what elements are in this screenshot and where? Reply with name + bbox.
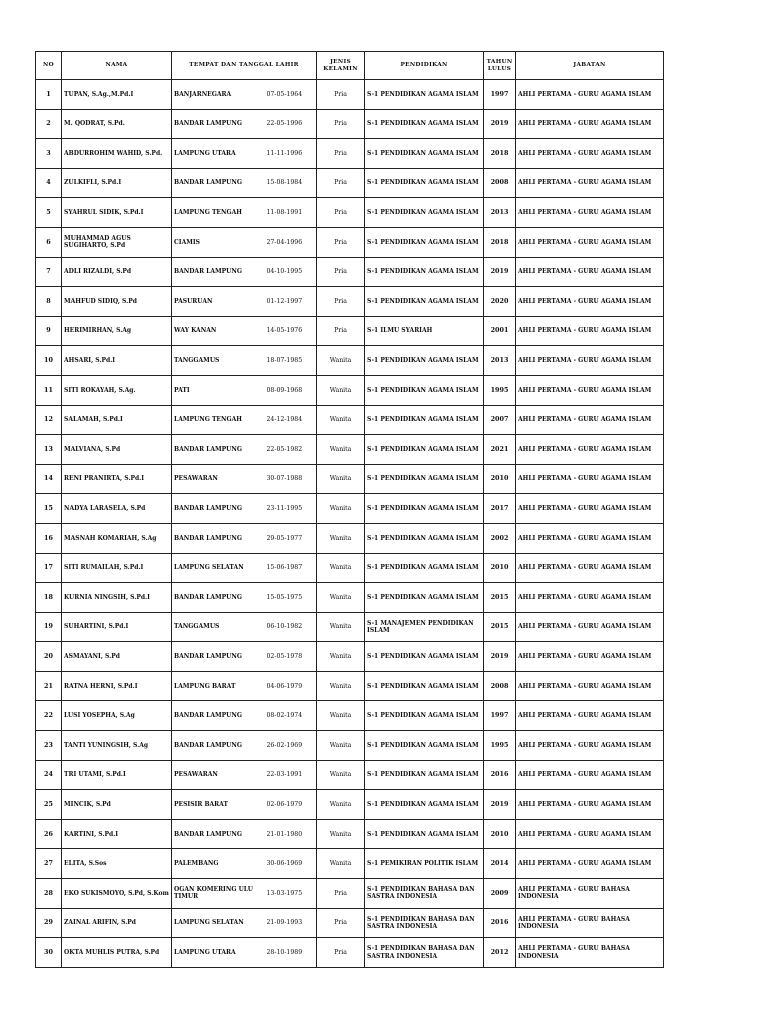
cell-tahun-lulus: 2019 [484, 257, 516, 287]
cell-nama: TUPAN, S.Ag.,M.Pd.I [62, 80, 172, 110]
cell-tempat-lahir: BANDAR LAMPUNG [172, 583, 267, 613]
cell-tanggal-lahir: 02-06-1979 [267, 790, 317, 820]
cell-jabatan: AHLI PERTAMA - GURU AGAMA ISLAM [516, 227, 664, 257]
cell-jabatan: AHLI PERTAMA - GURU AGAMA ISLAM [516, 346, 664, 376]
cell-jabatan: AHLI PERTAMA - GURU AGAMA ISLAM [516, 287, 664, 317]
cell-no: 13 [36, 435, 62, 465]
table-row [36, 642, 664, 672]
cell-pendidikan: S-1 PENDIDIKAN AGAMA ISLAM [365, 227, 484, 257]
cell-tanggal-lahir: 14-05-1976 [267, 316, 317, 346]
table-row [36, 494, 664, 524]
cell-tahun-lulus: 2016 [484, 760, 516, 790]
cell-no: 11 [36, 375, 62, 405]
cell-jabatan: AHLI PERTAMA - GURU AGAMA ISLAM [516, 523, 664, 553]
cell-jabatan: AHLI PERTAMA - GURU AGAMA ISLAM [516, 316, 664, 346]
cell-tahun-lulus: 1997 [484, 80, 516, 110]
cell-jenis-kelamin: Pria [317, 316, 365, 346]
cell-nama: MINCIK, S.Pd [62, 790, 172, 820]
table-row [36, 731, 664, 761]
cell-tanggal-lahir: 06-10-1982 [267, 612, 317, 642]
cell-jenis-kelamin: Wanita [317, 464, 365, 494]
table-header-row [36, 52, 664, 80]
cell-no: 10 [36, 346, 62, 376]
cell-pendidikan: S-1 PEMIKIRAN POLITIK ISLAM [365, 849, 484, 879]
table-row [36, 139, 664, 169]
cell-tahun-lulus: 2019 [484, 642, 516, 672]
cell-tanggal-lahir: 02-05-1978 [267, 642, 317, 672]
cell-tanggal-lahir: 07-05-1964 [267, 80, 317, 110]
cell-jabatan: AHLI PERTAMA - GURU AGAMA ISLAM [516, 494, 664, 524]
cell-jabatan: AHLI PERTAMA - GURU AGAMA ISLAM [516, 642, 664, 672]
cell-nama: EKO SUKISMOYO, S.Pd, S.Kom [62, 879, 172, 909]
cell-no: 25 [36, 790, 62, 820]
cell-jenis-kelamin: Pria [317, 80, 365, 110]
cell-tanggal-lahir: 08-09-1968 [267, 375, 317, 405]
cell-jabatan: AHLI PERTAMA - GURU AGAMA ISLAM [516, 701, 664, 731]
cell-tanggal-lahir: 15-08-1984 [267, 168, 317, 198]
cell-tanggal-lahir: 27-04-1996 [267, 227, 317, 257]
cell-jenis-kelamin: Wanita [317, 671, 365, 701]
cell-pendidikan: S-1 PENDIDIKAN AGAMA ISLAM [365, 168, 484, 198]
header-no: NO [36, 52, 62, 80]
cell-pendidikan: S-1 PENDIDIKAN BAHASA DAN SASTRA INDONESIA [365, 938, 484, 968]
cell-tahun-lulus: 2013 [484, 198, 516, 228]
cell-no: 28 [36, 879, 62, 909]
cell-nama: SITI RUMAILAH, S.Pd.I [62, 553, 172, 583]
cell-tahun-lulus: 2018 [484, 139, 516, 169]
cell-pendidikan: S-1 PENDIDIKAN AGAMA ISLAM [365, 760, 484, 790]
cell-no: 19 [36, 612, 62, 642]
cell-tempat-lahir: PESISIR BARAT [172, 790, 267, 820]
cell-jenis-kelamin: Wanita [317, 494, 365, 524]
cell-tanggal-lahir: 08-02-1974 [267, 701, 317, 731]
cell-pendidikan: S-1 PENDIDIKAN AGAMA ISLAM [365, 109, 484, 139]
cell-jabatan: AHLI PERTAMA - GURU AGAMA ISLAM [516, 671, 664, 701]
table-row [36, 109, 664, 139]
cell-jabatan: AHLI PERTAMA - GURU AGAMA ISLAM [516, 257, 664, 287]
header-pendidikan: PENDIDIKAN [365, 52, 484, 80]
cell-nama: NADYA LARASELA, S.Pd [62, 494, 172, 524]
cell-jenis-kelamin: Pria [317, 879, 365, 909]
cell-tempat-lahir: LAMPUNG UTARA [172, 139, 267, 169]
cell-pendidikan: S-1 PENDIDIKAN AGAMA ISLAM [365, 523, 484, 553]
cell-tahun-lulus: 2009 [484, 879, 516, 909]
cell-tahun-lulus: 2019 [484, 790, 516, 820]
cell-jenis-kelamin: Pria [317, 938, 365, 968]
cell-no: 22 [36, 701, 62, 731]
cell-nama: SALAMAH, S.Pd.I [62, 405, 172, 435]
cell-no: 21 [36, 671, 62, 701]
cell-tahun-lulus: 2021 [484, 435, 516, 465]
cell-jabatan: AHLI PERTAMA - GURU AGAMA ISLAM [516, 583, 664, 613]
cell-tempat-lahir: PASURUAN [172, 287, 267, 317]
cell-jenis-kelamin: Pria [317, 139, 365, 169]
cell-nama: LUSI YOSEPHA, S.Ag [62, 701, 172, 731]
cell-tempat-lahir: LAMPUNG UTARA [172, 938, 267, 968]
table-row [36, 612, 664, 642]
cell-pendidikan: S-1 PENDIDIKAN AGAMA ISLAM [365, 642, 484, 672]
cell-jabatan: AHLI PERTAMA - GURU AGAMA ISLAM [516, 464, 664, 494]
cell-no: 16 [36, 523, 62, 553]
cell-jenis-kelamin: Wanita [317, 346, 365, 376]
cell-nama: ASMAYANI, S.Pd [62, 642, 172, 672]
cell-pendidikan: S-1 MANAJEMEN PENDIDIKAN ISLAM [365, 612, 484, 642]
cell-tempat-lahir: TANGGAMUS [172, 612, 267, 642]
cell-pendidikan: S-1 PENDIDIKAN AGAMA ISLAM [365, 671, 484, 701]
cell-jenis-kelamin: Pria [317, 109, 365, 139]
cell-no: 8 [36, 287, 62, 317]
cell-pendidikan: S-1 PENDIDIKAN AGAMA ISLAM [365, 435, 484, 465]
cell-tanggal-lahir: 23-11-1995 [267, 494, 317, 524]
cell-tahun-lulus: 2008 [484, 168, 516, 198]
cell-tempat-lahir: PALEMBANG [172, 849, 267, 879]
cell-tanggal-lahir: 30-06-1969 [267, 849, 317, 879]
table-row [36, 938, 664, 968]
table-row [36, 198, 664, 228]
cell-tempat-lahir: BANDAR LAMPUNG [172, 494, 267, 524]
cell-jenis-kelamin: Wanita [317, 701, 365, 731]
cell-jabatan: AHLI PERTAMA - GURU AGAMA ISLAM [516, 139, 664, 169]
cell-jenis-kelamin: Wanita [317, 553, 365, 583]
cell-no: 12 [36, 405, 62, 435]
cell-tanggal-lahir: 13-03-1975 [267, 879, 317, 909]
cell-jenis-kelamin: Pria [317, 168, 365, 198]
cell-tempat-lahir: LAMPUNG SELATAN [172, 908, 267, 938]
table-row [36, 80, 664, 110]
cell-tahun-lulus: 2014 [484, 849, 516, 879]
cell-pendidikan: S-1 PENDIDIKAN AGAMA ISLAM [365, 731, 484, 761]
cell-tanggal-lahir: 21-01-1980 [267, 819, 317, 849]
cell-tanggal-lahir: 21-09-1993 [267, 908, 317, 938]
cell-tahun-lulus: 1997 [484, 701, 516, 731]
cell-jenis-kelamin: Pria [317, 257, 365, 287]
cell-jenis-kelamin: Wanita [317, 849, 365, 879]
table-row [36, 287, 664, 317]
cell-tahun-lulus: 2008 [484, 671, 516, 701]
cell-jenis-kelamin: Wanita [317, 642, 365, 672]
table-row [36, 523, 664, 553]
table-row [36, 346, 664, 376]
employee-table [35, 51, 664, 968]
cell-no: 2 [36, 109, 62, 139]
cell-tahun-lulus: 2010 [484, 553, 516, 583]
cell-tahun-lulus: 2010 [484, 464, 516, 494]
cell-nama: MUHAMMAD AGUS SUGIHARTO, S.Pd [62, 227, 172, 257]
cell-tanggal-lahir: 15-05-1975 [267, 583, 317, 613]
cell-jabatan: AHLI PERTAMA - GURU AGAMA ISLAM [516, 612, 664, 642]
cell-tempat-lahir: BANDAR LAMPUNG [172, 109, 267, 139]
cell-tahun-lulus: 2001 [484, 316, 516, 346]
cell-no: 15 [36, 494, 62, 524]
table-row [36, 375, 664, 405]
table-body [36, 80, 664, 968]
cell-pendidikan: S-1 PENDIDIKAN AGAMA ISLAM [365, 583, 484, 613]
cell-jenis-kelamin: Wanita [317, 790, 365, 820]
cell-no: 4 [36, 168, 62, 198]
cell-pendidikan: S-1 PENDIDIKAN AGAMA ISLAM [365, 701, 484, 731]
cell-tempat-lahir: PESAWARAN [172, 760, 267, 790]
cell-nama: MASNAH KOMARIAH, S.Ag [62, 523, 172, 553]
cell-no: 6 [36, 227, 62, 257]
cell-jenis-kelamin: Wanita [317, 435, 365, 465]
cell-no: 18 [36, 583, 62, 613]
cell-tempat-lahir: LAMPUNG BARAT [172, 671, 267, 701]
cell-no: 23 [36, 731, 62, 761]
cell-nama: ZAINAL ARIFIN, S.Pd [62, 908, 172, 938]
cell-tahun-lulus: 2020 [484, 287, 516, 317]
cell-tempat-lahir: BANDAR LAMPUNG [172, 523, 267, 553]
cell-pendidikan: S-1 PENDIDIKAN AGAMA ISLAM [365, 790, 484, 820]
cell-pendidikan: S-1 PENDIDIKAN AGAMA ISLAM [365, 198, 484, 228]
cell-pendidikan: S-1 PENDIDIKAN AGAMA ISLAM [365, 494, 484, 524]
cell-nama: RATNA HERNI, S.Pd.I [62, 671, 172, 701]
cell-tanggal-lahir: 22-03-1991 [267, 760, 317, 790]
cell-jabatan: AHLI PERTAMA - GURU AGAMA ISLAM [516, 553, 664, 583]
cell-tahun-lulus: 2018 [484, 227, 516, 257]
table-row [36, 257, 664, 287]
cell-jenis-kelamin: Wanita [317, 731, 365, 761]
cell-pendidikan: S-1 PENDIDIKAN AGAMA ISLAM [365, 346, 484, 376]
document-page [35, 51, 663, 968]
cell-pendidikan: S-1 PENDIDIKAN AGAMA ISLAM [365, 464, 484, 494]
cell-tempat-lahir: OGAN KOMERING ULU TIMUR [172, 879, 267, 909]
cell-jabatan: AHLI PERTAMA - GURU BAHASA INDONESIA [516, 879, 664, 909]
cell-pendidikan: S-1 PENDIDIKAN AGAMA ISLAM [365, 257, 484, 287]
table-row [36, 405, 664, 435]
cell-jabatan: AHLI PERTAMA - GURU AGAMA ISLAM [516, 731, 664, 761]
cell-tanggal-lahir: 26-02-1969 [267, 731, 317, 761]
cell-nama: RENI PRANIRTA, S.Pd.I [62, 464, 172, 494]
cell-jenis-kelamin: Pria [317, 908, 365, 938]
cell-tempat-lahir: TANGGAMUS [172, 346, 267, 376]
table-row [36, 760, 664, 790]
cell-no: 24 [36, 760, 62, 790]
cell-tahun-lulus: 2015 [484, 612, 516, 642]
cell-pendidikan: S-1 PENDIDIKAN BAHASA DAN SASTRA INDONESIA [365, 908, 484, 938]
cell-tempat-lahir: WAY KANAN [172, 316, 267, 346]
cell-pendidikan: S-1 PENDIDIKAN AGAMA ISLAM [365, 80, 484, 110]
cell-jabatan: AHLI PERTAMA - GURU AGAMA ISLAM [516, 435, 664, 465]
table-row [36, 671, 664, 701]
cell-nama: MALVIANA, S.Pd [62, 435, 172, 465]
cell-nama: HERIMIRHAN, S.Ag [62, 316, 172, 346]
table-row [36, 435, 664, 465]
table-row [36, 168, 664, 198]
cell-tahun-lulus: 2007 [484, 405, 516, 435]
table-row [36, 583, 664, 613]
cell-jabatan: AHLI PERTAMA - GURU AGAMA ISLAM [516, 109, 664, 139]
cell-tahun-lulus: 1995 [484, 375, 516, 405]
cell-tanggal-lahir: 04-06-1979 [267, 671, 317, 701]
cell-nama: SITI ROKAYAH, S.Ag. [62, 375, 172, 405]
cell-nama: SUHARTINI, S.Pd.I [62, 612, 172, 642]
cell-tanggal-lahir: 29-05-1977 [267, 523, 317, 553]
cell-nama: OKTA MUHLIS PUTRA, S.Pd [62, 938, 172, 968]
cell-pendidikan: S-1 PENDIDIKAN AGAMA ISLAM [365, 819, 484, 849]
cell-tahun-lulus: 2010 [484, 819, 516, 849]
cell-no: 3 [36, 139, 62, 169]
cell-no: 29 [36, 908, 62, 938]
cell-tanggal-lahir: 24-12-1984 [267, 405, 317, 435]
cell-nama: ABDURROHIM WAHID, S.Pd. [62, 139, 172, 169]
cell-jabatan: AHLI PERTAMA - GURU BAHASA INDONESIA [516, 938, 664, 968]
cell-tanggal-lahir: 30-07-1988 [267, 464, 317, 494]
table-row [36, 316, 664, 346]
table-row [36, 701, 664, 731]
cell-pendidikan: S-1 PENDIDIKAN AGAMA ISLAM [365, 139, 484, 169]
cell-tanggal-lahir: 28-10-1989 [267, 938, 317, 968]
cell-tanggal-lahir: 18-07-1985 [267, 346, 317, 376]
cell-pendidikan: S-1 PENDIDIKAN AGAMA ISLAM [365, 405, 484, 435]
table-row [36, 849, 664, 879]
cell-tanggal-lahir: 22-05-1996 [267, 109, 317, 139]
header-tempat-tanggal-lahir: TEMPAT DAN TANGGAL LAHIR [172, 52, 317, 80]
cell-nama: AHSARI, S.Pd.I [62, 346, 172, 376]
cell-jabatan: AHLI PERTAMA - GURU BAHASA INDONESIA [516, 908, 664, 938]
cell-no: 9 [36, 316, 62, 346]
table-row [36, 790, 664, 820]
cell-tahun-lulus: 2017 [484, 494, 516, 524]
cell-jabatan: AHLI PERTAMA - GURU AGAMA ISLAM [516, 819, 664, 849]
cell-tanggal-lahir: 11-08-1991 [267, 198, 317, 228]
cell-nama: ZULKIFLI, S.Pd.I [62, 168, 172, 198]
cell-jabatan: AHLI PERTAMA - GURU AGAMA ISLAM [516, 375, 664, 405]
cell-nama: SYAHRUL SIDIK, S.Pd.I [62, 198, 172, 228]
cell-jabatan: AHLI PERTAMA - GURU AGAMA ISLAM [516, 80, 664, 110]
cell-tahun-lulus: 2019 [484, 109, 516, 139]
cell-no: 26 [36, 819, 62, 849]
cell-tempat-lahir: BANDAR LAMPUNG [172, 168, 267, 198]
cell-jenis-kelamin: Wanita [317, 405, 365, 435]
cell-jenis-kelamin: Wanita [317, 583, 365, 613]
header-jenis-kelamin: JENIS KELAMIN [317, 52, 365, 80]
cell-no: 5 [36, 198, 62, 228]
cell-tempat-lahir: BANJARNEGARA [172, 80, 267, 110]
header-tahun-lulus: TAHUN LULUS [484, 52, 516, 80]
cell-jenis-kelamin: Wanita [317, 523, 365, 553]
cell-jenis-kelamin: Pria [317, 198, 365, 228]
cell-no: 14 [36, 464, 62, 494]
cell-jenis-kelamin: Wanita [317, 760, 365, 790]
cell-jenis-kelamin: Wanita [317, 819, 365, 849]
cell-tahun-lulus: 1995 [484, 731, 516, 761]
cell-jabatan: AHLI PERTAMA - GURU AGAMA ISLAM [516, 405, 664, 435]
cell-tahun-lulus: 2016 [484, 908, 516, 938]
table-row [36, 553, 664, 583]
cell-pendidikan: S-1 PENDIDIKAN AGAMA ISLAM [365, 287, 484, 317]
cell-no: 1 [36, 80, 62, 110]
cell-no: 7 [36, 257, 62, 287]
cell-nama: M. QODRAT, S.Pd. [62, 109, 172, 139]
cell-no: 17 [36, 553, 62, 583]
cell-jenis-kelamin: Wanita [317, 375, 365, 405]
table-row [36, 908, 664, 938]
cell-jabatan: AHLI PERTAMA - GURU AGAMA ISLAM [516, 168, 664, 198]
cell-tanggal-lahir: 22-05-1982 [267, 435, 317, 465]
table-row [36, 819, 664, 849]
cell-nama: ADLI RIZALDI, S.Pd [62, 257, 172, 287]
cell-tahun-lulus: 2013 [484, 346, 516, 376]
cell-tahun-lulus: 2015 [484, 583, 516, 613]
cell-no: 20 [36, 642, 62, 672]
cell-tempat-lahir: BANDAR LAMPUNG [172, 819, 267, 849]
cell-jabatan: AHLI PERTAMA - GURU AGAMA ISLAM [516, 790, 664, 820]
cell-nama: TANTI YUNINGSIH, S.Ag [62, 731, 172, 761]
cell-tempat-lahir: BANDAR LAMPUNG [172, 701, 267, 731]
cell-jabatan: AHLI PERTAMA - GURU AGAMA ISLAM [516, 849, 664, 879]
header-nama: NAMA [62, 52, 172, 80]
table-row [36, 227, 664, 257]
header-jabatan: JABATAN [516, 52, 664, 80]
table-row [36, 879, 664, 909]
cell-nama: TRI UTAMI, S.Pd.I [62, 760, 172, 790]
cell-tanggal-lahir: 01-12-1997 [267, 287, 317, 317]
cell-tahun-lulus: 2002 [484, 523, 516, 553]
cell-nama: KURNIA NINGSIH, S.Pd.I [62, 583, 172, 613]
cell-jabatan: AHLI PERTAMA - GURU AGAMA ISLAM [516, 760, 664, 790]
cell-tempat-lahir: PESAWARAN [172, 464, 267, 494]
cell-no: 27 [36, 849, 62, 879]
cell-tanggal-lahir: 15-06-1987 [267, 553, 317, 583]
cell-tempat-lahir: BANDAR LAMPUNG [172, 642, 267, 672]
cell-jenis-kelamin: Pria [317, 227, 365, 257]
cell-tempat-lahir: BANDAR LAMPUNG [172, 435, 267, 465]
cell-jenis-kelamin: Wanita [317, 612, 365, 642]
cell-nama: MAHFUD SIDIQ, S.Pd [62, 287, 172, 317]
cell-tempat-lahir: BANDAR LAMPUNG [172, 731, 267, 761]
cell-tempat-lahir: LAMPUNG TENGAH [172, 405, 267, 435]
cell-pendidikan: S-1 PENDIDIKAN AGAMA ISLAM [365, 375, 484, 405]
cell-tempat-lahir: CIAMIS [172, 227, 267, 257]
cell-tempat-lahir: PATI [172, 375, 267, 405]
cell-tempat-lahir: LAMPUNG SELATAN [172, 553, 267, 583]
cell-tanggal-lahir: 11-11-1996 [267, 139, 317, 169]
cell-tempat-lahir: LAMPUNG TENGAH [172, 198, 267, 228]
table-row [36, 464, 664, 494]
cell-pendidikan: S-1 PENDIDIKAN BAHASA DAN SASTRA INDONESIA [365, 879, 484, 909]
cell-jabatan: AHLI PERTAMA - GURU AGAMA ISLAM [516, 198, 664, 228]
cell-jenis-kelamin: Pria [317, 287, 365, 317]
cell-pendidikan: S-1 ILMU SYARIAH [365, 316, 484, 346]
cell-nama: KARTINI, S.Pd.I [62, 819, 172, 849]
cell-tahun-lulus: 2012 [484, 938, 516, 968]
cell-nama: ELITA, S.Sos [62, 849, 172, 879]
cell-tempat-lahir: BANDAR LAMPUNG [172, 257, 267, 287]
cell-no: 30 [36, 938, 62, 968]
cell-tanggal-lahir: 04-10-1995 [267, 257, 317, 287]
cell-pendidikan: S-1 PENDIDIKAN AGAMA ISLAM [365, 553, 484, 583]
